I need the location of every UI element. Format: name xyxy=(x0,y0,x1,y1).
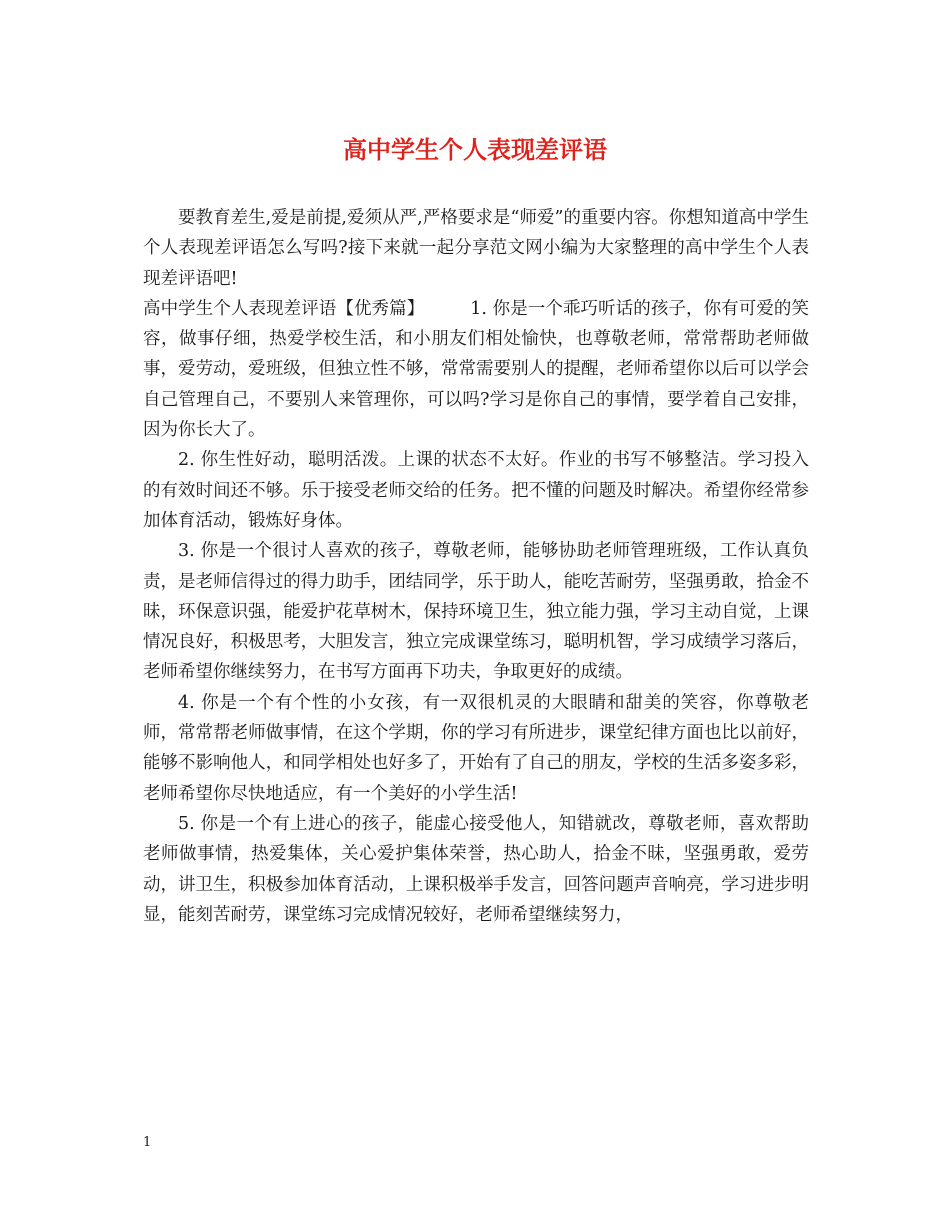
intro-paragraph: 要教育差生,爱是前提,爱须从严,严格要求是“师爱”的重要内容。你想知道高中学生个人表现差评语怎么写吗?接下来就一起分享范文网小编为大家整理的高中学生个人表现差评语吧! xyxy=(143,208,809,289)
comment-item-4: 4. 你是一个有个性的小女孩，有一双很机灵的大眼睛和甜美的笑容，你尊敬老师，常常帮老师做事情，在这个学期，你的学习有所进步，课堂纪律方面也比以前好，能够不影响他人，和同学相处也好多了，开始有了自己的朋友，学校的生活多姿多彩，老师希望你尽快地适应，有一个美好的小学生活! xyxy=(143,692,809,804)
page-number: 1 xyxy=(143,1135,152,1150)
comment-item-5: 5. 你是一个有上进心的孩子，能虚心接受他人，知错就改，尊敬老师，喜欢帮助老师做事情，热爱集体，关心爱护集体荣誉，热心助人，拾金不昧，坚强勇敢，爱劳动，讲卫生，积极参加体育活动，上课积极举手发言，回答问题声音响亮，学习进步明显，能刻苦耐劳，课堂练习完成情况较好，老师希望继续努力， xyxy=(143,813,809,925)
comment-item-1: 1. 你是一个乖巧听话的孩子，你有可爱的笑容，做事仔细，热爱学校生活，和小朋友们相处愉快，也尊敬老师，常常帮助老师做事，爱劳动，爱班级，但独立性不够，常常需要别人的提醒，老师希望你以后可以学会自己管理自己，不要别人来管理你，可以吗?学习是你自己的事情，要学着自己安排，因为你长大了。 xyxy=(143,298,810,441)
section-paragraph-1 xyxy=(143,294,809,445)
comment-item-2: 2. 你生性好动，聪明活泼。上课的状态不太好。作业的书写不够整洁。学习投入的有效时间还不够。乐于接受老师交给的任务。把不懂的问题及时解决。希望你经常参加体育活动，锻炼好身体。 xyxy=(143,450,809,531)
document-title: 高中学生个人表现差评语 xyxy=(343,135,607,164)
comment-item-3: 3. 你是一个很讨人喜欢的孩子，尊敬老师，能够协助老师管理班级，工作认真负责，是老师信得过的得力助手，团结同学，乐于助人，能吃苦耐劳，坚强勇敢，拾金不昧，环保意识强，能爱护花草树木，保持环境卫生，独立能力强，学习主动自觉，上课情况良好，积极思考，大胆发言，独立完成课堂练习，聪明机智，学习成绩学习落后，老师希望你继续努力，在书写方面再下功夫，争取更好的成绩。 xyxy=(143,541,809,683)
document-body xyxy=(143,203,809,930)
section-heading: 高中学生个人表现差评语【优秀篇】 xyxy=(143,298,425,319)
